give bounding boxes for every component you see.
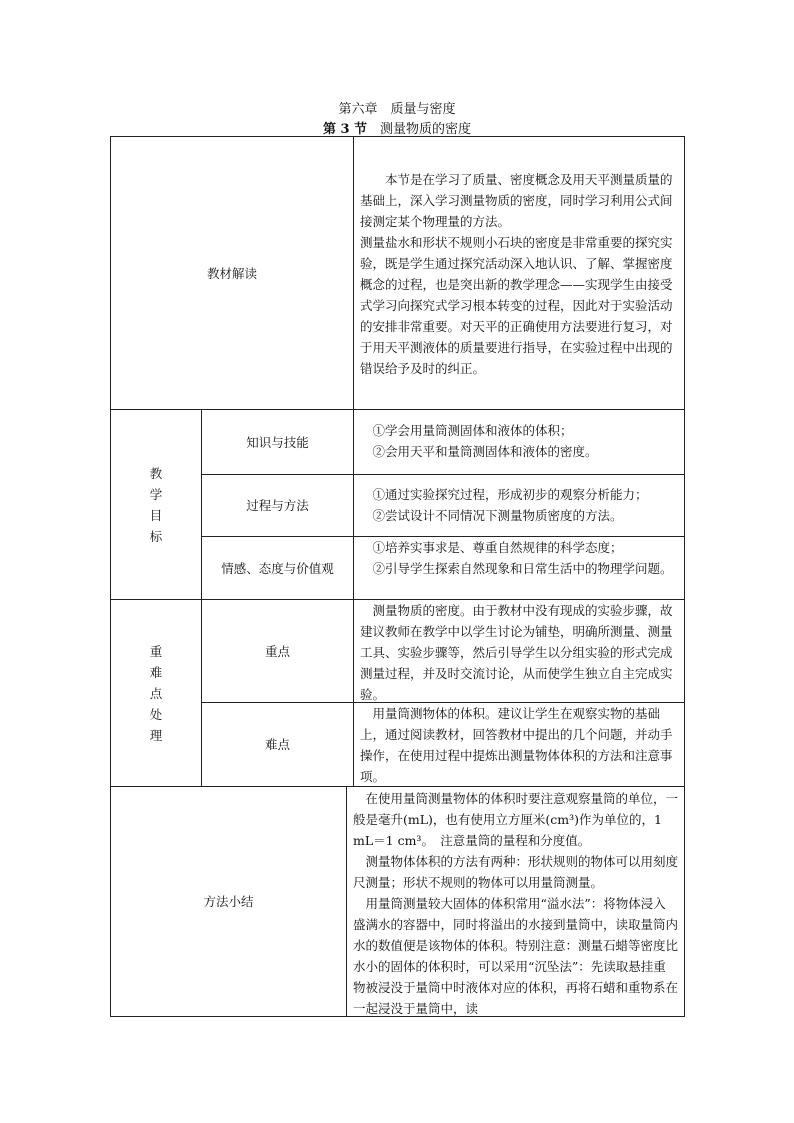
keypoint-label-difficulty: 难点	[264, 737, 290, 752]
keypoint-label-cell	[201, 599, 354, 703]
section-title	[0, 118, 794, 137]
summary-label-cell	[110, 786, 347, 1017]
goal-content-cell	[353, 536, 685, 600]
goal-line: ②尝试设计不同情况下测量物质密度的方法。	[372, 508, 623, 523]
textbook-paragraph: 测量盐水和形状不规则小石块的密度是非常重要的探究实验，既是学生通过探究活动深入地认识、了解、掌握密度概念的过程，也是突出新的教学理念——实现学生由接受式学习向探究式学习根本转变的过程，因此对于实验活动的安排非常重要。对天平的正确使用方法要进行复习，对于用天平测液体的质量要进行指导，在实验过程中出现的错误给予及时的纠正。	[360, 235, 673, 376]
goals-label: 教学目标	[149, 465, 163, 544]
goal-content-cell	[353, 409, 685, 475]
goal-label-cell	[201, 474, 354, 537]
chapter-title: 第六章 质量与密度	[338, 102, 456, 117]
keypoint-text: 用量筒测物体的体积。建议让学生在观察实物的基础上，通过阅读教材，回答教材中提出的几个问题，并动手操作，在使用过程中提炼出测量物体体积的方法和注意事项。	[360, 706, 673, 784]
keypoint-text: 测量物质的密度。由于教材中没有现成的实验步骤，故建议教师在教学中以学生讨论为铺垫，明确所测量、测量工具、实验步骤等，然后引导学生以分组实验的形式完成测量过程，并及时交流讨论，从而使学生独立自主完成实验。	[360, 603, 673, 702]
goal-label-process: 过程与方法	[246, 498, 309, 513]
keypoint-content-cell	[353, 702, 685, 787]
goals-label-cell	[110, 409, 202, 600]
goal-label-cell	[201, 409, 354, 475]
keypoint-content-cell	[353, 599, 685, 703]
goal-content-cell	[353, 474, 685, 537]
textbook-label: 教材解读	[206, 265, 257, 281]
keypoints-label: 重难点处理	[149, 643, 163, 743]
goal-line: ①通过实验探究过程，形成初步的观察分析能力；	[372, 487, 648, 502]
goal-line: ②引导学生探索自然现象和日常生活中的物理学问题。	[372, 561, 673, 576]
goal-line: ①培养实事求是、尊重自然规律的科学态度；	[372, 540, 623, 555]
summary-label: 方法小结	[203, 894, 254, 909]
goal-line: ②会用天平和量筒测固体和液体的密度。	[372, 444, 598, 459]
section-name: 测量物质的密度	[367, 122, 472, 137]
goal-label-knowledge: 知识与技能	[246, 434, 309, 450]
summary-paragraph: 在使用量筒测量物体的体积时要注意观察量筒的单位，一般是毫升(mL)，也有使用立方厘米(cm³)作为单位的，1 mL＝1 cm³。 注意量筒的量程和分度值。	[353, 791, 679, 848]
section-number: 第 3 节	[322, 122, 368, 137]
goal-label-attitude: 情感、态度与价值观	[221, 560, 334, 576]
summary-content-cell	[346, 786, 685, 1017]
goal-line: ①学会用量筒测固体和液体的体积；	[372, 423, 573, 438]
goal-label-cell	[201, 536, 354, 600]
keypoints-label-cell	[110, 599, 202, 787]
summary-paragraph: 用量筒测量较大固体的体积常用“溢水法”：将物体浸入盛满水的容器中，同时将溢出的水接到量筒中，读取量筒内水的数值便是该物体的体积。特别注意：测量石蜡等密度比水小的固体的体积时，可以采用“沉坠法”：先读取悬挂重物被浸没于量筒中时液体对应的体积，再将石蜡和重物系在一起浸没于量筒中，读	[353, 896, 679, 1016]
textbook-label-cell	[110, 136, 354, 410]
summary-paragraph: 测量物体体积的方法有两种：形状规则的物体可以用刻度尺测量；形状不规则的物体可以用量筒测量。	[353, 854, 679, 890]
textbook-paragraph: 本节是在学习了质量、密度概念及用天平测量质量的基础上，深入学习测量物质的密度，同时学习利用公式间接测定某个物理量的方法。	[360, 172, 673, 229]
keypoint-label-cell	[201, 702, 354, 787]
keypoint-label-focus: 重点	[264, 643, 290, 659]
textbook-content-cell	[353, 136, 685, 410]
